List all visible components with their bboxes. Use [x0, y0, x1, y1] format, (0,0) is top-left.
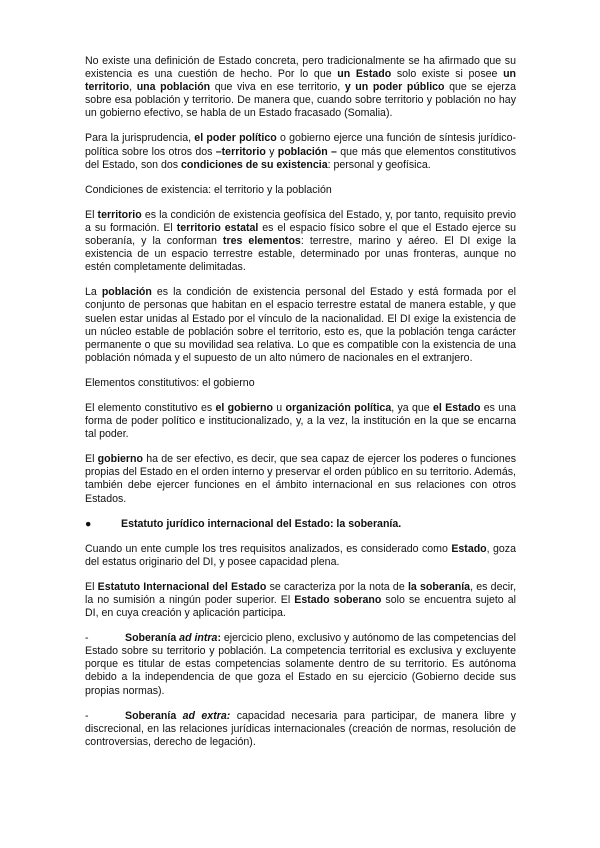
- bold-text: Soberanía: [125, 632, 180, 645]
- bold-italic-text: ad extra:: [182, 709, 231, 722]
- text: , goza del estatus originario del DI, y posee capacidad plena.: [85, 542, 517, 568]
- bold-text: y un poder público: [344, 81, 445, 94]
- bold-text: la soberanía: [407, 580, 471, 593]
- text: ha de ser efectivo, es decir, que sea capaz de ejercer los poderes o funciones propias del Estado en el orden interno y preservar el orden público en su territorio. Además, también debe ejercer funciones en el ámbito internacional en sus relaciones con otros Estados.: [85, 453, 516, 505]
- list-item-ad-intra: [85, 632, 516, 697]
- text: El elemento constitutivo es: [85, 401, 216, 414]
- bold-text: un Estado: [337, 68, 392, 81]
- text: No existe una definición de Estado concreta, pero tradicionalmente se ha afirmado que su existencia es una cuestión de hecho. Por lo que: [85, 55, 516, 81]
- text: se caracteriza por la nota de: [266, 580, 408, 593]
- paragraph-territory: [85, 209, 516, 274]
- text: ,: [129, 81, 137, 94]
- text: es una forma de poder político e institucionalizado, y, a la vez, la institución en la que se encarna tal poder.: [85, 401, 516, 441]
- bullet-heading-text: Estatuto jurídico internacional del Estado: la soberanía.: [121, 517, 402, 530]
- text: , ya que: [391, 401, 433, 414]
- bold-text: :: [217, 632, 221, 645]
- bold-text: un territorio: [85, 68, 517, 94]
- text: solo se encuentra sujeto al DI, en cuya creación y aplicación participa.: [85, 594, 516, 620]
- paragraph-state-status: [85, 543, 516, 569]
- document-page: [85, 55, 516, 761]
- list-item-ad-extra: [85, 710, 516, 749]
- paragraph-effective-government: [85, 453, 516, 505]
- text: es la condición de existencia personal del Estado y está formada por el conjunto de personas que habitan en el espacio terrestre estatal de manera estable, y que suelen estar unidas al Estado por el vínculo de la nacionalidad. El DI exige la existencia de un núcleo estable de población sobre el territorio, esto es, que la población tenga carácter permanente o que su movilidad sea relativa. Lo que es compatible con la existencia de una población nómada y el supuesto de un alto número de nacionales en el extranjero.: [85, 286, 516, 364]
- text: y: [265, 145, 278, 158]
- bold-text: –territorio: [215, 145, 266, 158]
- bold-text: el gobierno: [215, 401, 273, 414]
- bold-text: territorio estatal: [176, 221, 259, 234]
- text: o gobierno ejerce una función de síntesis jurídico-política sobre los otros dos: [85, 132, 516, 158]
- text: que viva en ese territorio,: [210, 81, 345, 94]
- text: u: [272, 401, 286, 414]
- bold-text: población: [101, 286, 152, 299]
- text: : terrestre, marino y aéreo. El DI exige la existencia de un espacio terrestre estable, determinado por unas fronteras, aunque no estén completamente delimitadas.: [85, 235, 516, 274]
- text: El: [85, 453, 98, 466]
- text: es la condición de existencia geofísica del Estado, y, por tanto, requisito previo a su formación. El: [85, 208, 516, 234]
- bold-text: territorio: [97, 208, 142, 221]
- bullet-heading-sovereignty: [85, 518, 516, 531]
- text: El: [85, 208, 98, 221]
- text: capacidad necesaria para participar, de manera libre y discrecional, en las relaciones jurídicas internacionales (creación de normas, resolución de controversias, derecho de legación).: [85, 709, 516, 748]
- text: La: [85, 286, 102, 299]
- dash-marker: -: [85, 632, 89, 645]
- paragraph-population: [85, 286, 516, 365]
- text: ejercicio pleno, exclusivo y autónomo de las competencias del Estado sobre su territorio y población. La competencia territorial es exclusiva y excluyente porque es titular de estas competencias solamente dentro de su territorio. Es autónoma debido a la independencia de que goza el Estado en su ejercicio (Gobierno decide sus propias normas).: [85, 632, 516, 697]
- bold-text: una población: [136, 81, 211, 94]
- text: que más que elementos constitutivos del Estado, son dos: [85, 145, 516, 171]
- bullet-icon: ●: [85, 517, 92, 530]
- bold-text: Estado: [451, 542, 487, 555]
- bold-text: el Estado: [432, 401, 481, 414]
- text: Para la jurisprudencia,: [85, 132, 195, 145]
- text: , es decir, la no sumisión a ningún poder superior. El: [85, 580, 517, 606]
- bold-italic-text: ad intra: [179, 632, 218, 645]
- bold-text: Soberanía: [125, 709, 183, 722]
- paragraph-jurisprudence: [85, 132, 516, 171]
- section-heading-elements: Elementos constitutivos: el gobierno: [85, 376, 255, 389]
- bold-text: gobierno: [97, 453, 143, 466]
- bold-text: población –: [277, 145, 337, 158]
- bold-text: Estatuto Internacional del Estado: [97, 580, 267, 593]
- paragraph-government: [85, 402, 516, 441]
- text: es el espacio físico sobre el que el Estado ejerce su soberanía, y la conforman: [85, 221, 517, 248]
- text: El: [85, 580, 98, 593]
- bold-text: Estado soberano: [294, 594, 382, 606]
- bold-text: el poder político: [194, 132, 277, 145]
- dash-marker: -: [85, 709, 89, 722]
- text: solo existe si posee: [391, 68, 504, 81]
- bold-text: tres elementos: [222, 235, 301, 248]
- bold-text: organización política: [285, 401, 392, 414]
- paragraph-international-status: [85, 581, 516, 620]
- paragraph-definition: [85, 55, 516, 120]
- bold-text: condiciones de su existencia: [181, 158, 328, 171]
- text: : personal y geofísica.: [327, 158, 431, 171]
- text: Cuando un ente cumple los tres requisitos analizados, es considerado como: [85, 542, 452, 555]
- text: que se ejerza sobre esa población y territorio. De manera que, cuando sobre territorio y población no hay un gobierno efectivo, se habla de un Estado fracasado (Somalia).: [85, 81, 516, 120]
- section-heading-conditions: Condiciones de existencia: el territorio y la población: [85, 183, 332, 196]
